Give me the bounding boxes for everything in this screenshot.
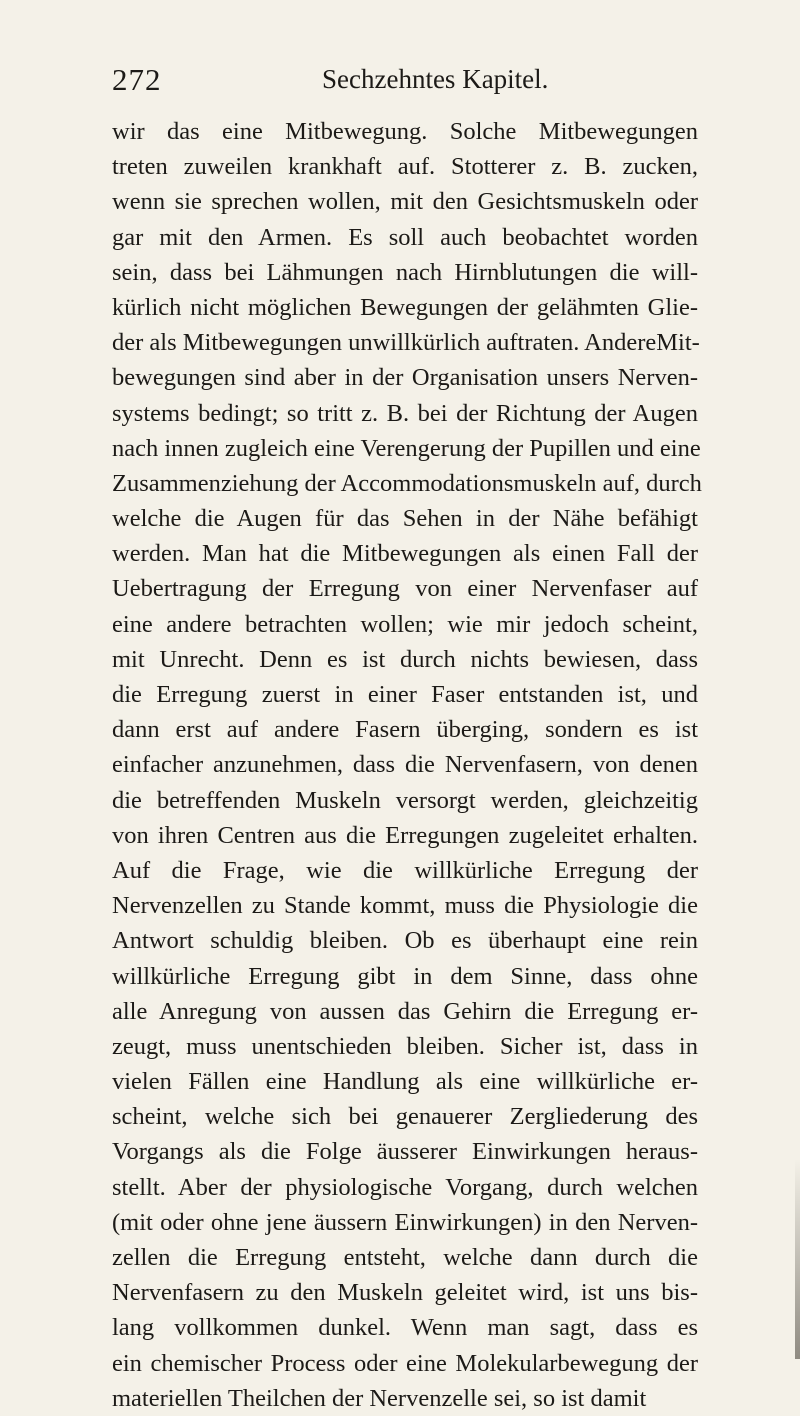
text-line: zeugt, muss unentschieden bleiben. Sicher ist, dass in — [112, 1032, 698, 1060]
text-line: willkürliche Erregung gibt in dem Sinne, dass ohne — [112, 962, 698, 990]
text-line: von ihren Centren aus die Erregungen zugeleitet erhalten. — [112, 821, 698, 849]
text-line: die betreffenden Muskeln versorgt werden, gleichzeitig — [112, 786, 698, 814]
text-line: die Erregung zuerst in einer Faser entstanden ist, und — [112, 681, 698, 708]
text-line: welche die Augen für das Sehen in der Nähe befähigt — [112, 505, 698, 533]
text-line: kürlich nicht möglichen Bewegungen der gelähmten Glie- — [112, 293, 698, 321]
text-line: materiellen Theilchen der Nervenzelle sei, so ist damit — [112, 1384, 647, 1412]
text-line: wenn sie sprechen wollen, mit den Gesichtsmuskeln oder — [112, 188, 698, 216]
page-number: 272 — [112, 62, 162, 97]
text-line: mit Unrecht. Denn es ist durch nichts bewiesen, dass — [112, 645, 698, 673]
body-text — [112, 114, 702, 1416]
text-line: einfacher anzunehmen, dass die Nervenfasern, von denen — [112, 751, 698, 779]
text-line: ein chemischer Process oder eine Molekularbewegung der — [112, 1349, 698, 1377]
text-line: werden. Man hat die Mitbewegungen als einen Fall der — [112, 540, 698, 568]
text-line: dann erst auf andere Fasern überging, sondern es ist — [112, 716, 698, 744]
text-line: lang vollkommen dunkel. Wenn man sagt, dass es — [112, 1314, 698, 1342]
running-title: Sechzehntes Kapitel. — [322, 64, 549, 94]
text-line: wir das eine Mitbewegung. Solche Mitbewegungen — [112, 118, 698, 145]
text-line: Vorgangs als die Folge äusserer Einwirkungen heraus- — [112, 1138, 698, 1166]
page-edge-shadow — [795, 1159, 800, 1359]
text-line: scheint, welche sich bei genauerer Zergliederung des — [112, 1103, 698, 1131]
text-line: Uebertragung der Erregung von einer Nervenfaser auf — [112, 575, 698, 603]
text-line: gar mit den Armen. Es soll auch beobachtet worden — [112, 223, 698, 251]
text-line: bewegungen sind aber in der Organisation unsers Nerven- — [112, 364, 698, 392]
text-line: zellen die Erregung entsteht, welche dann durch die — [112, 1244, 698, 1271]
text-line: vielen Fällen eine Handlung als eine willkürliche er- — [112, 1068, 698, 1096]
text-line: alle Anregung von aussen das Gehirn die Erregung er- — [112, 997, 698, 1025]
text-line: eine andere betrachten wollen; wie mir jedoch scheint, — [112, 610, 698, 638]
text-line: nach innen zugleich eine Verengerung der Pupillen und eine — [112, 434, 701, 462]
text-line: sein, dass bei Lähmungen nach Hirnblutungen die will- — [112, 258, 698, 286]
text-line: stellt. Aber der physiologische Vorgang, durch welchen — [112, 1173, 698, 1201]
text-line: Zusammenziehung der Accommodationsmuskeln auf, durch — [112, 469, 702, 497]
page-header — [112, 62, 712, 102]
text-line: der als Mitbewegungen unwillkürlich auftraten. AndereMit- — [112, 329, 700, 357]
text-line: (mit oder ohne jene äussern Einwirkungen) in den Nerven- — [112, 1208, 698, 1236]
text-line: Nervenfasern zu den Muskeln geleitet wird, ist uns bis- — [112, 1279, 698, 1307]
text-line: Antwort schuldig bleiben. Ob es überhaupt eine rein — [112, 927, 698, 955]
text-line: treten zuweilen krankhaft auf. Stotterer z. B. zucken, — [112, 153, 698, 181]
text-line: systems bedingt; so tritt z. B. bei der Richtung der Augen — [112, 399, 698, 427]
text-line: Auf die Frage, wie die willkürliche Erregung der — [112, 856, 698, 884]
text-line: Nervenzellen zu Stande kommt, muss die Physiologie die — [112, 892, 698, 920]
